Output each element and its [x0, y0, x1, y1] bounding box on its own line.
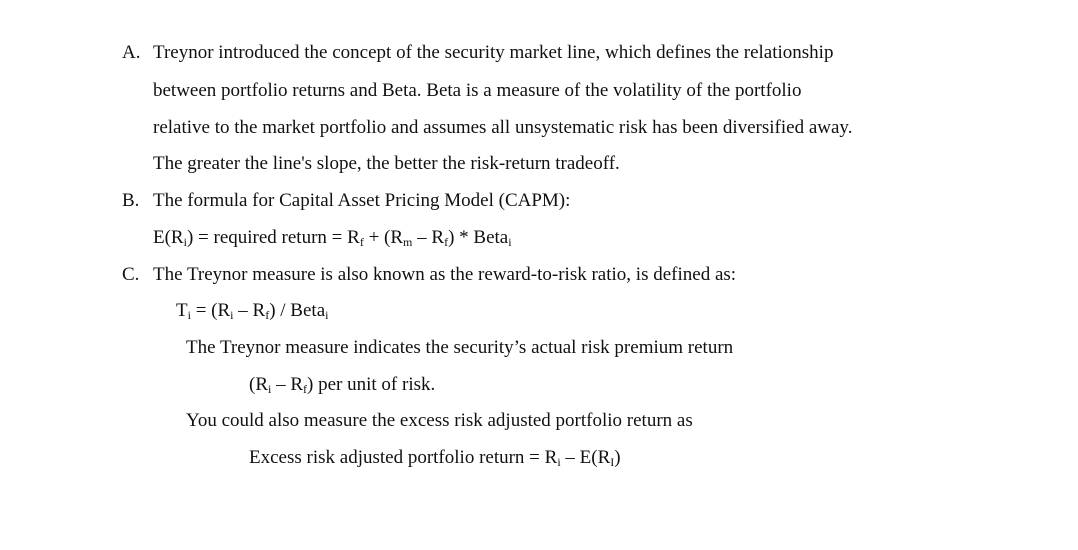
item-a-marker: A. [122, 42, 141, 63]
item-c-marker: C. [122, 264, 140, 285]
capm-formula: $E(R_i)$ = required return = $R_f + (R_m - R_f)$ * Beta$_i$ [153, 227, 512, 249]
excess-return-formula: Excess risk adjusted portfolio return = $R_i - E(R_I)$ [249, 447, 621, 469]
item-a-line-3: relative to the market portfolio and assumes all unsystematic risk has been diversified away. [153, 117, 853, 138]
item-b-marker: B. [122, 190, 140, 211]
item-c-line-1: The Treynor measure is also known as the reward-to-risk ratio, is defined as: [153, 264, 737, 285]
item-b-line-1: The formula for Capital Asset Pricing Model (CAPM): [153, 190, 571, 211]
item-a-line-4: The greater the line's slope, the better the risk-return tradeoff. [153, 153, 620, 174]
item-a-line-2: between portfolio returns and Beta. Beta is a measure of the volatility of the portfolio [153, 80, 802, 101]
excess-return-note: You could also measure the excess risk adjusted portfolio return as [186, 410, 693, 431]
treynor-note: The Treynor measure indicates the security’s actual risk premium return [186, 337, 734, 358]
treynor-note-continued: $(R_i - R_f)$ per unit of risk. [249, 374, 436, 396]
treynor-formula: $T_i = (R_i - R_f)$ / Beta$_i$ [176, 300, 329, 322]
item-a-line-1: Treynor introduced the concept of the security market line, which defines the relationship [153, 42, 834, 63]
